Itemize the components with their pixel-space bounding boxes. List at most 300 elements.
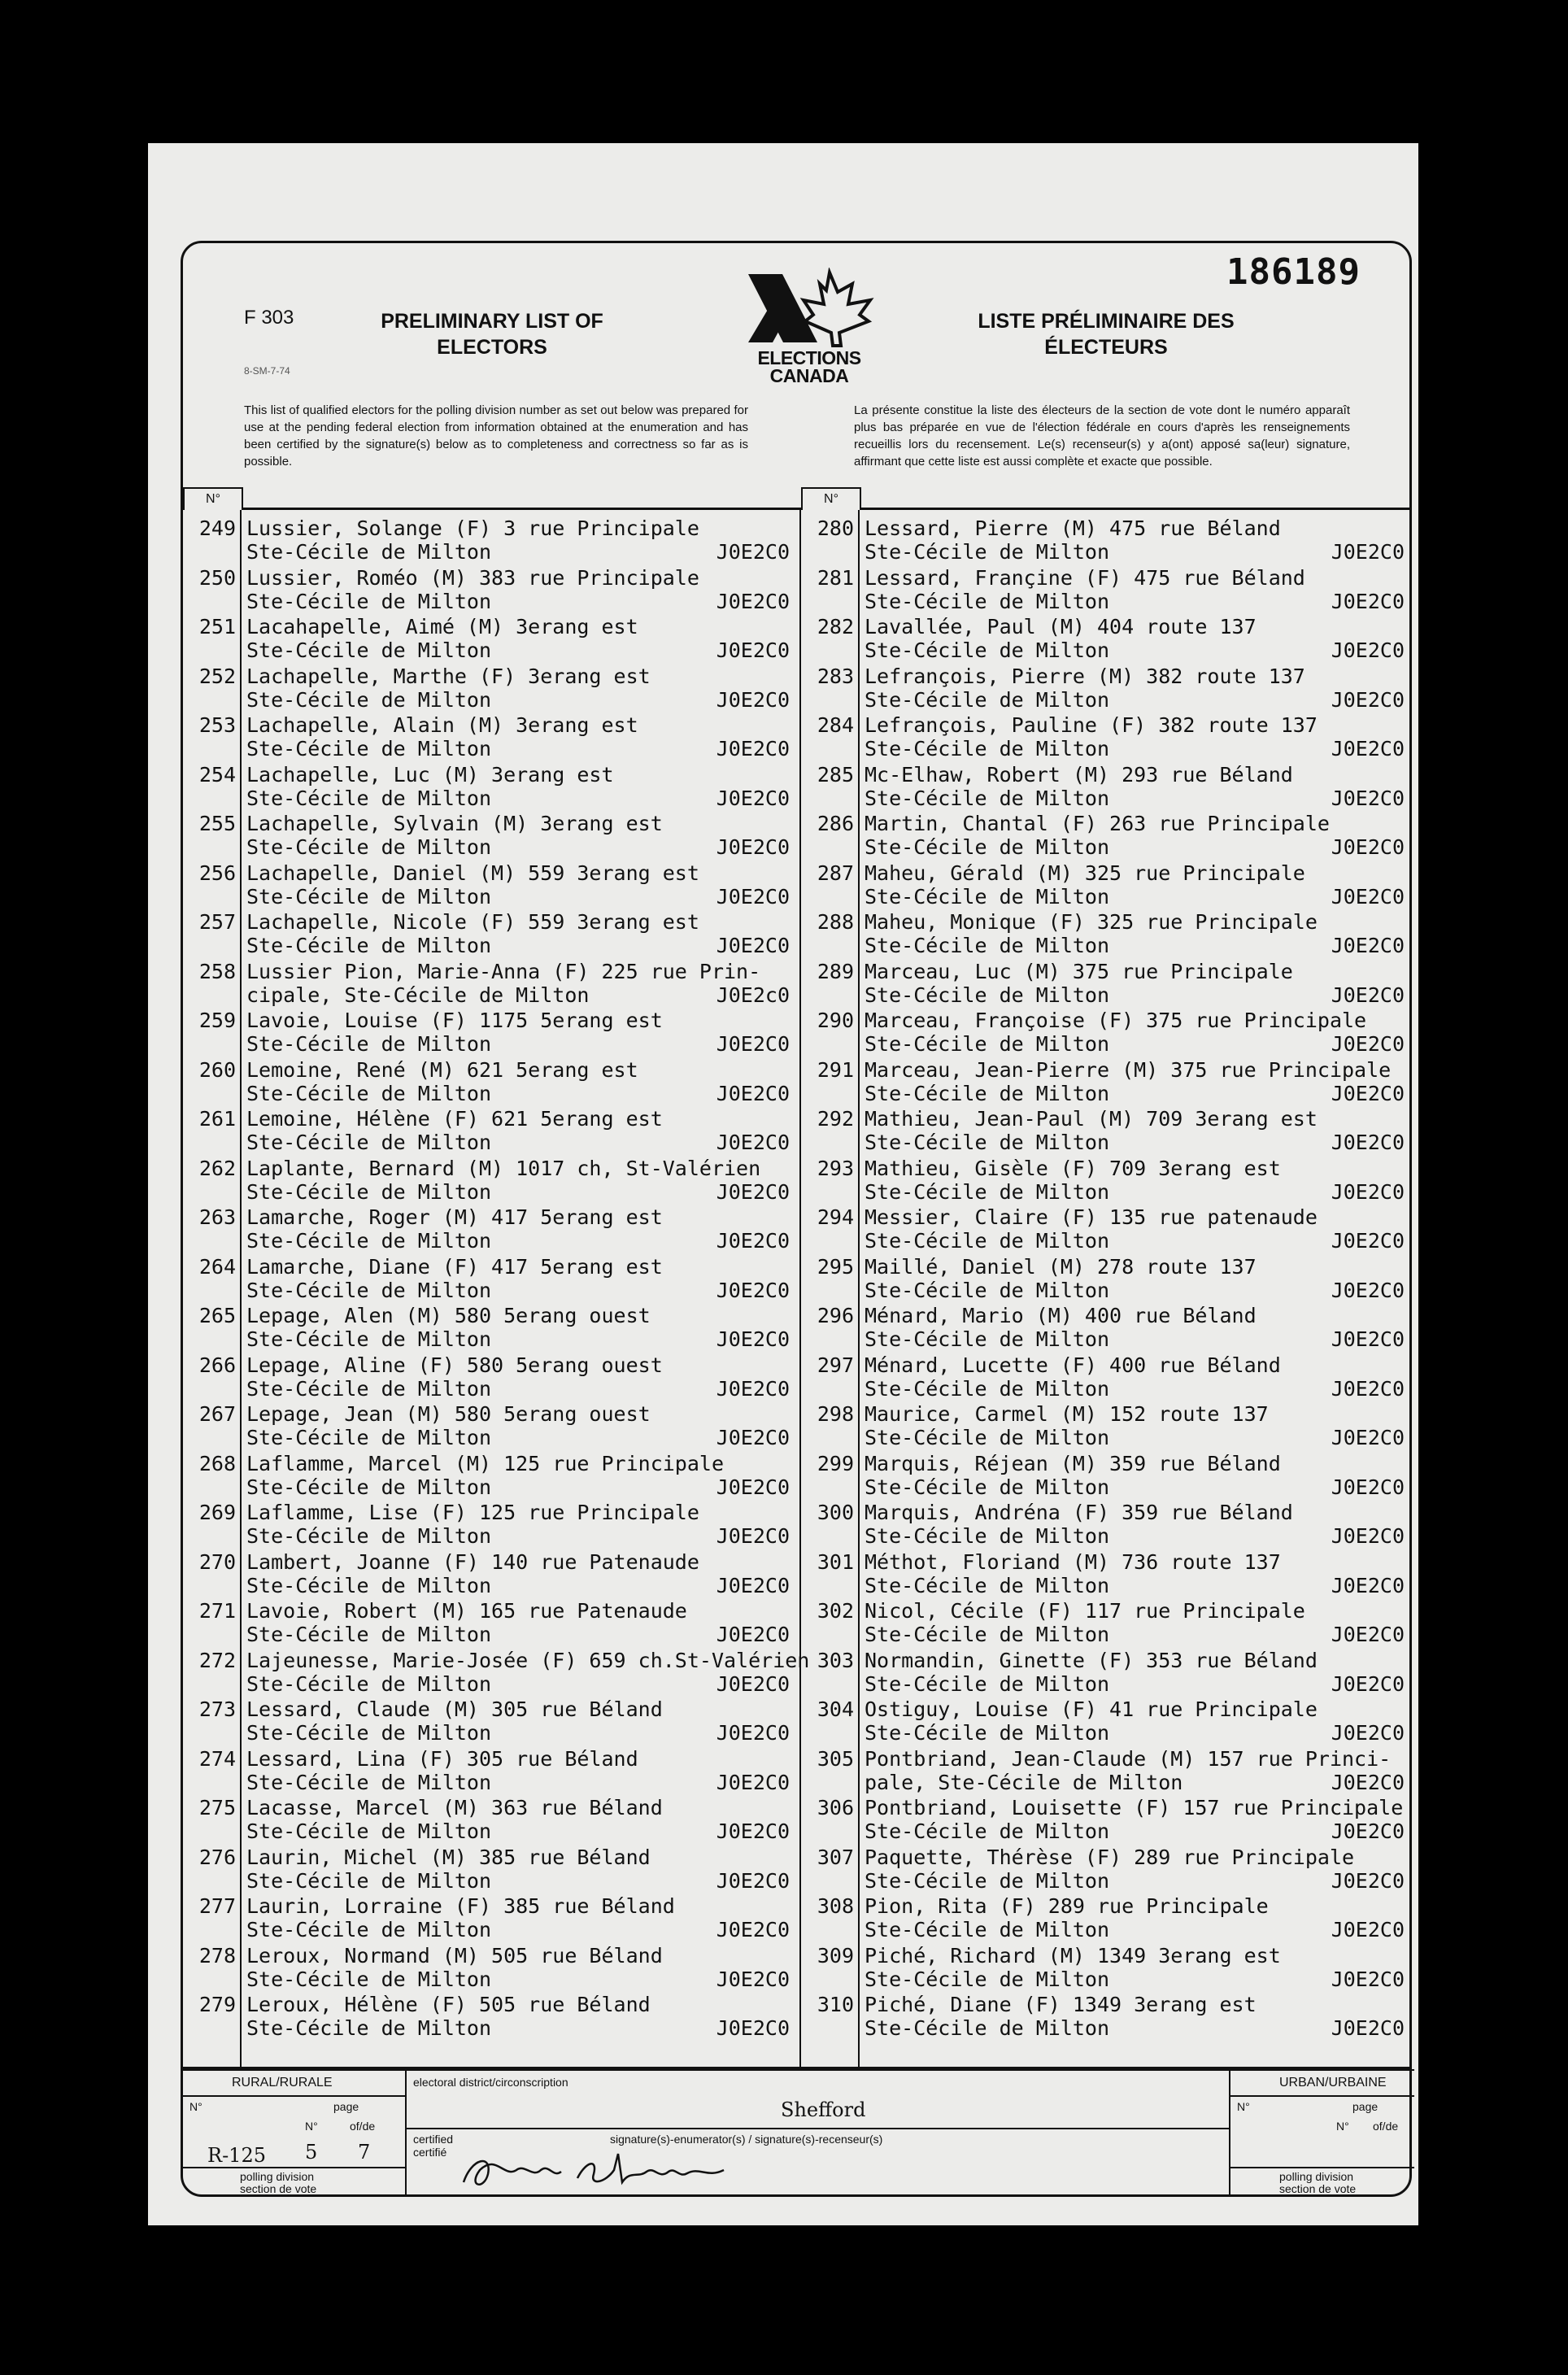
elector-locality: Ste-Cécile de Milton xyxy=(246,1032,492,1056)
elector-locality: Ste-Cécile de Milton xyxy=(246,884,492,909)
elector-number: 274 xyxy=(198,1746,236,1771)
elector-entry xyxy=(801,1352,1414,1401)
elector-name-address: Maheu, Monique (F) 325 rue Principale xyxy=(865,910,1318,934)
postal-code: J0E2C0 xyxy=(1331,786,1405,810)
elector-name-address: Nicol, Cécile (F) 117 rue Principale xyxy=(865,1599,1305,1623)
elector-name-address: Lemoine, René (M) 621 5erang est xyxy=(246,1057,638,1082)
postal-code: J0E2C0 xyxy=(1331,737,1405,760)
elector-locality: Ste-Cécile de Milton xyxy=(246,1967,492,1991)
elector-number: 251 xyxy=(198,615,236,638)
elector-name-address: Piché, Diane (F) 1349 3erang est xyxy=(865,1993,1257,2016)
elector-number: 261 xyxy=(198,1107,236,1131)
page-of-label: of/de xyxy=(350,2120,376,2133)
title-french xyxy=(935,308,1277,360)
postal-code: J0E2C0 xyxy=(1331,638,1405,662)
urban-no-label: N° xyxy=(1237,2100,1250,2113)
postal-code: J0E2C0 xyxy=(1331,1770,1405,1794)
rural-label: RURAL/RURALE xyxy=(232,2076,333,2090)
elector-name-address: Marceau, Jean-Pierre (M) 375 rue Principale xyxy=(865,1057,1392,1082)
elector-name-address: Laurin, Michel (M) 385 rue Béland xyxy=(246,1845,651,1869)
elector-number: 306 xyxy=(817,1796,854,1819)
elector-entry xyxy=(183,1105,799,1154)
district-value: Shefford xyxy=(781,2098,866,2121)
postal-code: J0E2C0 xyxy=(1331,1179,1405,1204)
elector-number: 277 xyxy=(198,1894,236,1918)
serial-number: 186189 xyxy=(1226,251,1361,293)
elector-name-address: Maurice, Carmel (M) 152 route 137 xyxy=(865,1402,1269,1426)
postal-code: J0E2C0 xyxy=(1331,1081,1405,1105)
elector-entry xyxy=(183,1696,799,1745)
elector-entry xyxy=(183,1549,799,1597)
elector-entry xyxy=(801,810,1414,859)
postal-code: J0E2C0 xyxy=(716,934,790,957)
elector-locality: Ste-Cécile de Milton xyxy=(246,2016,492,2040)
elector-number: 276 xyxy=(198,1845,236,1869)
elector-number: 305 xyxy=(817,1746,854,1771)
postal-code: J0E2C0 xyxy=(716,1229,790,1253)
elector-entry xyxy=(801,1057,1414,1105)
elector-name-address: Lajeunesse, Marie-Josée (F) 659 ch.St-Valérien xyxy=(246,1648,810,1672)
elector-locality: Ste-Cécile de Milton xyxy=(246,786,492,810)
postal-code: J0E2C0 xyxy=(1331,1671,1405,1696)
urban-page-label: page xyxy=(1352,2100,1379,2113)
postal-code: J0E2C0 xyxy=(716,1081,790,1105)
elector-entry xyxy=(183,1647,810,1696)
postal-code: J0E2C0 xyxy=(1331,1426,1405,1449)
urban-page-no-label: N° xyxy=(1336,2120,1349,2133)
postal-code: J0E2C0 xyxy=(716,540,790,564)
elector-name-address: Laplante, Bernard (M) 1017 ch, St-Valérien xyxy=(246,1156,761,1180)
elector-locality: Ste-Cécile de Milton xyxy=(246,1770,492,1794)
elector-number: 272 xyxy=(198,1648,236,1672)
elector-locality: Ste-Cécile de Milton xyxy=(865,835,1110,859)
elector-name-address: Paquette, Thérèse (F) 289 rue Principale xyxy=(865,1845,1355,1869)
elector-number: 310 xyxy=(817,1993,854,2016)
elector-name-address: Lamarche, Diane (F) 417 5erang est xyxy=(246,1254,663,1279)
elector-locality: Ste-Cécile de Milton xyxy=(865,540,1110,564)
elector-locality: Ste-Cécile de Milton xyxy=(865,1573,1110,1597)
elector-number: 255 xyxy=(198,812,236,835)
title-english xyxy=(354,308,630,360)
elector-number: 281 xyxy=(817,565,854,590)
rural-box xyxy=(183,2069,407,2197)
document-sheet xyxy=(148,143,1418,2225)
postal-code: J0E2C0 xyxy=(1331,1623,1405,1646)
elector-entry xyxy=(183,1007,799,1056)
postal-code: J0E2C0 xyxy=(1331,687,1405,712)
elector-number: 302 xyxy=(817,1599,854,1623)
postal-code: J0E2C0 xyxy=(1331,1475,1405,1499)
elector-locality: Ste-Cécile de Milton xyxy=(865,1918,1110,1941)
rural-no-label: N° xyxy=(189,2100,203,2113)
elector-number: 284 xyxy=(817,713,854,737)
elector-number: 260 xyxy=(198,1057,236,1082)
elector-locality: Ste-Cécile de Milton xyxy=(246,1179,492,1204)
elector-name-address: Lessard, Françine (F) 475 rue Béland xyxy=(865,565,1305,590)
elector-number: 287 xyxy=(817,861,854,885)
elector-number: 280 xyxy=(817,516,854,540)
elector-name-address: Lepage, Aline (F) 580 5erang ouest xyxy=(246,1353,663,1377)
elector-number: 296 xyxy=(817,1304,854,1327)
elector-entry xyxy=(801,1007,1414,1056)
elector-number: 309 xyxy=(817,1943,854,1968)
elector-entry xyxy=(801,1204,1414,1253)
elector-locality: Ste-Cécile de Milton xyxy=(246,638,492,662)
elector-name-address: Messier, Claire (F) 135 rue patenaude xyxy=(865,1205,1318,1229)
elector-number: 252 xyxy=(198,664,236,688)
elector-locality: Ste-Cécile de Milton xyxy=(246,1819,492,1843)
elector-entry xyxy=(801,761,1414,810)
postal-code: J0E2C0 xyxy=(1331,540,1405,564)
elector-locality: Ste-Cécile de Milton xyxy=(246,1868,492,1893)
elector-name-address: Lachapelle, Sylvain (M) 3erang est xyxy=(246,812,663,835)
title-english-line2: ELECTORS xyxy=(437,336,547,359)
elector-name-address: Lambert, Joanne (F) 140 rue Patenaude xyxy=(246,1549,699,1574)
elector-name-address: Ostiguy, Louise (F) 41 rue Principale xyxy=(865,1697,1318,1721)
elector-locality: Ste-Cécile de Milton xyxy=(865,1032,1110,1056)
postal-code: J0E2C0 xyxy=(716,1524,790,1548)
elector-entry xyxy=(801,613,1414,662)
rural-page-label: page xyxy=(333,2100,359,2113)
postal-code: J0E2C0 xyxy=(1331,1721,1405,1745)
elector-number: 266 xyxy=(198,1353,236,1377)
elector-entry xyxy=(801,663,1414,712)
elector-entry xyxy=(183,1597,799,1646)
postal-code: J0E2C0 xyxy=(716,1671,790,1696)
divider xyxy=(183,2167,405,2168)
elector-number: 278 xyxy=(198,1943,236,1968)
elector-number: 308 xyxy=(817,1894,854,1918)
elector-number: 300 xyxy=(817,1501,854,1524)
elector-locality: Ste-Cécile de Milton xyxy=(865,786,1110,810)
elector-name-address: Laflamme, Lise (F) 125 rue Principale xyxy=(246,1501,699,1524)
divider xyxy=(407,2128,1229,2129)
elector-entry xyxy=(801,515,1414,564)
elector-name-address: Lessard, Claude (M) 305 rue Béland xyxy=(246,1697,663,1721)
elector-number: 259 xyxy=(198,1009,236,1032)
elector-locality: pale, Ste-Cécile de Milton xyxy=(865,1770,1183,1794)
postal-code: J0E2C0 xyxy=(716,1032,790,1056)
elector-locality: Ste-Cécile de Milton xyxy=(246,1918,492,1941)
elector-entry xyxy=(183,1794,799,1843)
signature-label: signature(s)-enumerator(s) / signature(s)-recenseur(s) xyxy=(610,2133,883,2146)
elector-name-address: Mc-Elhaw, Robert (M) 293 rue Béland xyxy=(865,762,1293,787)
elector-locality: Ste-Cécile de Milton xyxy=(865,2016,1110,2040)
elector-locality: Ste-Cécile de Milton xyxy=(865,884,1110,909)
elector-entry xyxy=(801,1401,1414,1449)
elector-number: 294 xyxy=(817,1205,854,1229)
elector-entry xyxy=(801,1991,1414,2040)
elector-number: 291 xyxy=(817,1057,854,1082)
elector-locality: Ste-Cécile de Milton xyxy=(246,737,492,760)
postal-code: J0E2C0 xyxy=(716,1475,790,1499)
elector-entry xyxy=(183,1450,799,1499)
elector-entry xyxy=(801,1549,1414,1597)
elector-number: 262 xyxy=(198,1156,236,1180)
elector-locality: Ste-Cécile de Milton xyxy=(246,1376,492,1401)
urban-polling-label-en: polling division xyxy=(1279,2170,1354,2183)
elector-entry xyxy=(183,1155,799,1204)
elector-name-address: Marceau, Françoise (F) 375 rue Principale xyxy=(865,1009,1367,1032)
elector-locality: Ste-Cécile de Milton xyxy=(246,1671,492,1696)
elector-locality: Ste-Cécile de Milton xyxy=(865,1623,1110,1646)
elector-entry xyxy=(801,860,1414,909)
certified-en: certified xyxy=(413,2133,454,2146)
elector-name-address: Normandin, Ginette (F) 353 rue Béland xyxy=(865,1648,1318,1672)
elector-locality: Ste-Cécile de Milton xyxy=(865,1081,1110,1105)
elector-name-address: Laflamme, Marcel (M) 125 rue Principale xyxy=(246,1451,724,1475)
title-french-line1: LISTE PRÉLIMINAIRE DES xyxy=(978,310,1235,333)
elector-entry xyxy=(183,1253,799,1302)
number-header-right: N° xyxy=(801,487,861,510)
elector-entry xyxy=(183,958,799,1007)
elector-number: 292 xyxy=(817,1107,854,1131)
elector-name-address: Lacasse, Marcel (M) 363 rue Béland xyxy=(246,1796,663,1819)
elector-locality: Ste-Cécile de Milton xyxy=(246,1131,492,1154)
district-label: electoral district/circonscription xyxy=(413,2076,568,2089)
elector-name-address: Pontbriand, Jean-Claude (M) 157 rue Princi- xyxy=(865,1746,1392,1771)
elector-name-address: Marquis, Andréna (F) 359 rue Béland xyxy=(865,1501,1293,1524)
elector-name-address: Lavoie, Louise (F) 1175 5erang est xyxy=(246,1009,663,1032)
intro-french: La présente constitue la liste des électeurs de la section de vote dont le numéro apparaît plus bas préparée en vue de l'élection fédérale en cours d'après les renseignements recueillis lors du recensement. Le(s) recenseur(s) y a(ont) apposé sa(leur) signature, affirmant que cette liste est aussi complète et exacte que possible. xyxy=(854,403,1350,468)
elector-locality: Ste-Cécile de Milton xyxy=(865,1327,1110,1351)
elector-entry xyxy=(183,1991,799,2040)
postal-code: J0E2C0 xyxy=(716,1918,790,1941)
elector-name-address: Marceau, Luc (M) 375 rue Principale xyxy=(865,959,1293,983)
postal-code: J0E2C0 xyxy=(716,786,790,810)
elector-entry xyxy=(801,1647,1414,1696)
elector-number: 258 xyxy=(198,959,236,983)
elector-name-address: Lachapelle, Nicole (F) 559 3erang est xyxy=(246,910,699,934)
elector-entry xyxy=(801,958,1414,1007)
elector-name-address: Maheu, Gérald (M) 325 rue Principale xyxy=(865,861,1305,885)
elector-number: 295 xyxy=(817,1254,854,1279)
elector-name-address: Lefrançois, Pierre (M) 382 route 137 xyxy=(865,664,1305,688)
elector-entry xyxy=(183,1745,799,1794)
elector-number: 285 xyxy=(817,762,854,787)
postal-code: J0E2C0 xyxy=(1331,1524,1405,1548)
elector-number: 263 xyxy=(198,1205,236,1229)
logo-text-elections: ELECTIONS xyxy=(757,347,861,368)
elector-name-address: Maillé, Daniel (M) 278 route 137 xyxy=(865,1254,1257,1279)
postal-code: J0E2C0 xyxy=(716,1426,790,1449)
elector-name-address: Lefrançois, Pauline (F) 382 route 137 xyxy=(865,713,1318,737)
elector-entry xyxy=(183,1352,799,1401)
elector-number: 273 xyxy=(198,1697,236,1721)
elector-locality: Ste-Cécile de Milton xyxy=(246,1327,492,1351)
form-footer xyxy=(183,2069,1409,2197)
elector-entry xyxy=(801,1942,1414,1991)
elector-entry xyxy=(801,1893,1414,1941)
postal-code: J0E2C0 xyxy=(1331,884,1405,909)
elector-name-address: Lussier Pion, Marie-Anna (F) 225 rue Prin- xyxy=(246,959,761,983)
elector-entry xyxy=(183,909,799,957)
elector-locality: Ste-Cécile de Milton xyxy=(865,737,1110,760)
postal-code: J0E2C0 xyxy=(1331,1327,1405,1351)
elector-entry xyxy=(183,761,799,810)
elector-list xyxy=(183,492,1409,2069)
polling-division-number: R-125 xyxy=(207,2144,266,2167)
elector-locality: Ste-Cécile de Milton xyxy=(246,835,492,859)
postal-code: J0E2C0 xyxy=(716,1967,790,1991)
intro-english: This list of qualified electors for the polling division number as set out below was prepared for use at the pending federal election from information obtained at the enumeration and has been certified by the signature(s) below as to completeness and correctness so far as is possible. xyxy=(244,403,748,468)
elector-number: 275 xyxy=(198,1796,236,1819)
elector-number: 265 xyxy=(198,1304,236,1327)
elector-locality: cipale, Ste-Cécile de Milton xyxy=(246,983,590,1007)
postal-code: J0E2C0 xyxy=(1331,1131,1405,1154)
elector-number: 257 xyxy=(198,910,236,934)
elector-name-address: Lavoie, Robert (M) 165 rue Patenaude xyxy=(246,1599,687,1623)
polling-label-fr: section de vote xyxy=(240,2182,317,2195)
elector-number: 290 xyxy=(817,1009,854,1032)
elector-locality: Ste-Cécile de Milton xyxy=(865,1426,1110,1449)
elector-number: 269 xyxy=(198,1501,236,1524)
postal-code: J0E2C0 xyxy=(716,1573,790,1597)
postal-code: J0E2C0 xyxy=(716,1868,790,1893)
elector-locality: Ste-Cécile de Milton xyxy=(865,1721,1110,1745)
elector-name-address: Lavallée, Paul (M) 404 route 137 xyxy=(865,615,1257,638)
enumerator-signature xyxy=(455,2146,764,2194)
elector-entry xyxy=(801,1745,1414,1794)
elector-number: 253 xyxy=(198,713,236,737)
elector-number: 249 xyxy=(198,516,236,540)
elector-entry xyxy=(183,1844,799,1893)
elector-name-address: Ménard, Lucette (F) 400 rue Béland xyxy=(865,1353,1281,1377)
elector-entry xyxy=(801,1597,1414,1646)
elector-number: 254 xyxy=(198,762,236,787)
elector-number: 293 xyxy=(817,1156,854,1180)
postal-code: J0E2C0 xyxy=(716,1327,790,1351)
postal-code: J0E2C0 xyxy=(716,1278,790,1302)
elector-entry xyxy=(801,1450,1414,1499)
elector-locality: Ste-Cécile de Milton xyxy=(865,1819,1110,1843)
elector-entry xyxy=(801,712,1414,760)
elector-name-address: Leroux, Normand (M) 505 rue Béland xyxy=(246,1943,663,1968)
postal-code: J0E2C0 xyxy=(1331,1573,1405,1597)
postal-code: J0E2C0 xyxy=(716,1179,790,1204)
elector-entry xyxy=(183,1057,799,1105)
elector-number: 250 xyxy=(198,565,236,590)
postal-code: J0E2C0 xyxy=(716,1131,790,1154)
postal-code: J0E2C0 xyxy=(1331,934,1405,957)
elector-entry xyxy=(183,515,799,564)
elector-name-address: Mathieu, Jean-Paul (M) 709 3erang est xyxy=(865,1107,1318,1131)
elector-number: 301 xyxy=(817,1549,854,1574)
elector-entry xyxy=(183,1942,799,1991)
elector-name-address: Pontbriand, Louisette (F) 157 rue Principale xyxy=(865,1796,1404,1819)
postal-code: J0E2C0 xyxy=(1331,2016,1405,2040)
elector-entry xyxy=(801,1105,1414,1154)
elector-locality: Ste-Cécile de Milton xyxy=(246,1623,492,1646)
elector-locality: Ste-Cécile de Milton xyxy=(246,1475,492,1499)
postal-code: J0E2C0 xyxy=(1331,1918,1405,1941)
postal-code: J0E2C0 xyxy=(716,1770,790,1794)
postal-code: J0E2C0 xyxy=(716,835,790,859)
elector-entry xyxy=(183,1499,799,1548)
elector-entry xyxy=(801,1302,1414,1351)
elector-locality: Ste-Cécile de Milton xyxy=(246,687,492,712)
elector-locality: Ste-Cécile de Milton xyxy=(246,934,492,957)
postal-code: J0E2C0 xyxy=(1331,1278,1405,1302)
elector-entry xyxy=(183,1204,799,1253)
elector-name-address: Lussier, Roméo (M) 383 rue Principale xyxy=(246,565,699,590)
postal-code: J0E2C0 xyxy=(1331,589,1405,613)
elector-entry xyxy=(183,1401,799,1449)
maple-leaf-x-icon xyxy=(740,268,878,349)
elector-name-address: Leroux, Hélène (F) 505 rue Béland xyxy=(246,1993,651,2016)
elections-canada-logo xyxy=(736,268,882,390)
elector-locality: Ste-Cécile de Milton xyxy=(865,589,1110,613)
postal-code: J0E2C0 xyxy=(716,737,790,760)
elector-name-address: Lemoine, Hélène (F) 621 5erang est xyxy=(246,1107,663,1131)
elector-number: 270 xyxy=(198,1549,236,1574)
divider xyxy=(183,2095,405,2097)
postal-code: J0E2C0 xyxy=(716,884,790,909)
elector-number: 299 xyxy=(817,1451,854,1475)
elector-locality: Ste-Cécile de Milton xyxy=(246,1524,492,1548)
postal-code: J0E2C0 xyxy=(1331,1967,1405,1991)
elector-entry xyxy=(183,663,799,712)
elector-name-address: Ménard, Mario (M) 400 rue Béland xyxy=(865,1304,1257,1327)
elector-entry xyxy=(801,1253,1414,1302)
elector-name-address: Lachapelle, Marthe (F) 3erang est xyxy=(246,664,651,688)
postal-code: J0E2C0 xyxy=(1331,1868,1405,1893)
elector-locality: Ste-Cécile de Milton xyxy=(246,1721,492,1745)
page-total: 7 xyxy=(358,2141,371,2164)
postal-code: J0E2C0 xyxy=(1331,1229,1405,1253)
postal-code: J0E2C0 xyxy=(1331,1376,1405,1401)
elector-number: 268 xyxy=(198,1451,236,1475)
elector-locality: Ste-Cécile de Milton xyxy=(865,1475,1110,1499)
postal-code: J0E2C0 xyxy=(1331,1819,1405,1843)
elector-entry xyxy=(801,909,1414,957)
elector-locality: Ste-Cécile de Milton xyxy=(865,1524,1110,1548)
elector-name-address: Lessard, Pierre (M) 475 rue Béland xyxy=(865,516,1281,540)
elector-locality: Ste-Cécile de Milton xyxy=(865,934,1110,957)
elector-list-form xyxy=(181,241,1412,2197)
elector-entry xyxy=(801,1794,1414,1843)
postal-code: J0E2C0 xyxy=(716,638,790,662)
elector-locality: Ste-Cécile de Milton xyxy=(865,1278,1110,1302)
elector-number: 264 xyxy=(198,1254,236,1279)
elector-name-address: Lessard, Lina (F) 305 rue Béland xyxy=(246,1746,638,1771)
elector-number: 288 xyxy=(817,910,854,934)
elector-locality: Ste-Cécile de Milton xyxy=(865,1229,1110,1253)
elector-locality: Ste-Cécile de Milton xyxy=(865,1131,1110,1154)
urban-page-of-label: of/de xyxy=(1373,2120,1399,2133)
elector-number: 307 xyxy=(817,1845,854,1869)
elector-entry xyxy=(801,1696,1414,1745)
elector-number: 286 xyxy=(817,812,854,835)
elector-number: 256 xyxy=(198,861,236,885)
form-code: F 303 xyxy=(244,307,294,329)
elector-locality: Ste-Cécile de Milton xyxy=(865,1671,1110,1696)
postal-code: J0E2C0 xyxy=(716,1819,790,1843)
elector-name-address: Lachapelle, Luc (M) 3erang est xyxy=(246,762,614,787)
elector-locality: Ste-Cécile de Milton xyxy=(246,1229,492,1253)
elector-name-address: Marquis, Réjean (M) 359 rue Béland xyxy=(865,1451,1281,1475)
elector-number: 289 xyxy=(817,959,854,983)
elector-locality: Ste-Cécile de Milton xyxy=(246,1278,492,1302)
elector-locality: Ste-Cécile de Milton xyxy=(246,1573,492,1597)
elector-name-address: Lepage, Jean (M) 580 5erang ouest xyxy=(246,1402,651,1426)
urban-box xyxy=(1229,2069,1414,2197)
elector-name-address: Lussier, Solange (F) 3 rue Principale xyxy=(246,516,699,540)
district-box xyxy=(405,2069,1230,2197)
elector-locality: Ste-Cécile de Milton xyxy=(246,1081,492,1105)
logo-text-canada: CANADA xyxy=(769,365,849,386)
elector-number: 282 xyxy=(817,615,854,638)
